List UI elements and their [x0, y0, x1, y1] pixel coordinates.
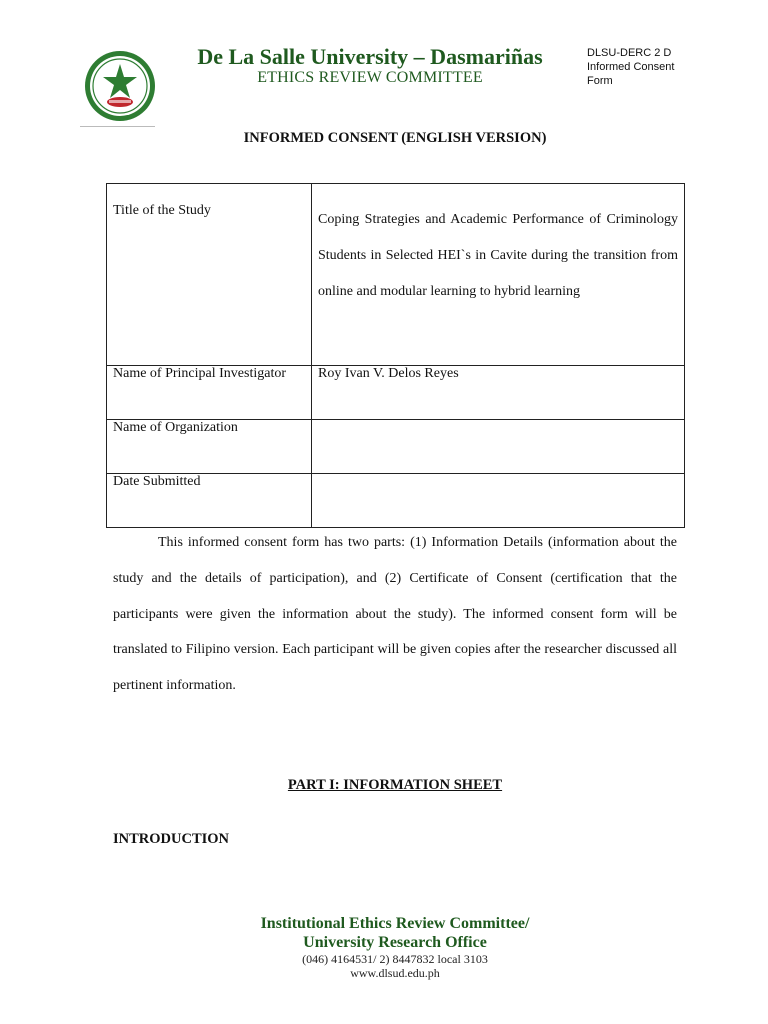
footer-website[interactable]: www.dlsud.edu.ph	[350, 966, 440, 980]
row-value: Roy Ivan V. Delos Reyes	[312, 366, 685, 420]
committee-name: ETHICS REVIEW COMMITTEE	[257, 69, 483, 86]
part-heading-text: PART I: INFORMATION SHEET	[287, 777, 503, 793]
form-code-line: Informed Consent	[587, 61, 675, 73]
table-row	[107, 420, 685, 474]
row-value	[312, 474, 685, 528]
footer-office: University Research Office	[303, 934, 487, 951]
section-heading: INTRODUCTION	[113, 831, 230, 847]
form-code-line: DLSU-DERC 2 D	[587, 47, 672, 59]
study-details-table	[106, 183, 685, 528]
footer-phone: (046) 4164531/ 2) 8447832 local 3103	[302, 952, 488, 966]
form-code	[587, 46, 674, 88]
row-label: Name of Organization	[107, 420, 312, 474]
row-label: Name of Principal Investigator	[107, 366, 312, 420]
table-row	[107, 474, 685, 528]
row-label: Title of the Study	[107, 184, 312, 366]
university-seal-icon	[84, 50, 156, 122]
row-value: Coping Strategies and Academic Performance of Criminology Students in Selected HEI`s in Cavite during the transition from online and modular learning to hybrid learning	[312, 184, 685, 366]
row-value	[312, 420, 685, 474]
logo-divider	[80, 126, 155, 127]
table-row	[107, 184, 685, 366]
intro-paragraph: This informed consent form has two parts: (1) Information Details (information about the study and the details of participation), and (2) Certificate of Consent (certification that the participants were given the information about the study). The informed consent form will be translated to Filipino version. Each participant will be given copies after the researcher discussed all pertinent information.	[113, 535, 677, 694]
row-label: Date Submitted	[107, 474, 312, 528]
document-title: INFORMED CONSENT (ENGLISH VERSION)	[243, 130, 547, 146]
part-heading	[0, 777, 768, 794]
form-code-line: Form	[587, 75, 613, 87]
table-row	[107, 366, 685, 420]
university-name: De La Salle University – Dasmariñas	[197, 44, 543, 69]
page-footer	[0, 914, 768, 980]
footer-office: Institutional Ethics Review Committee/	[260, 915, 530, 932]
